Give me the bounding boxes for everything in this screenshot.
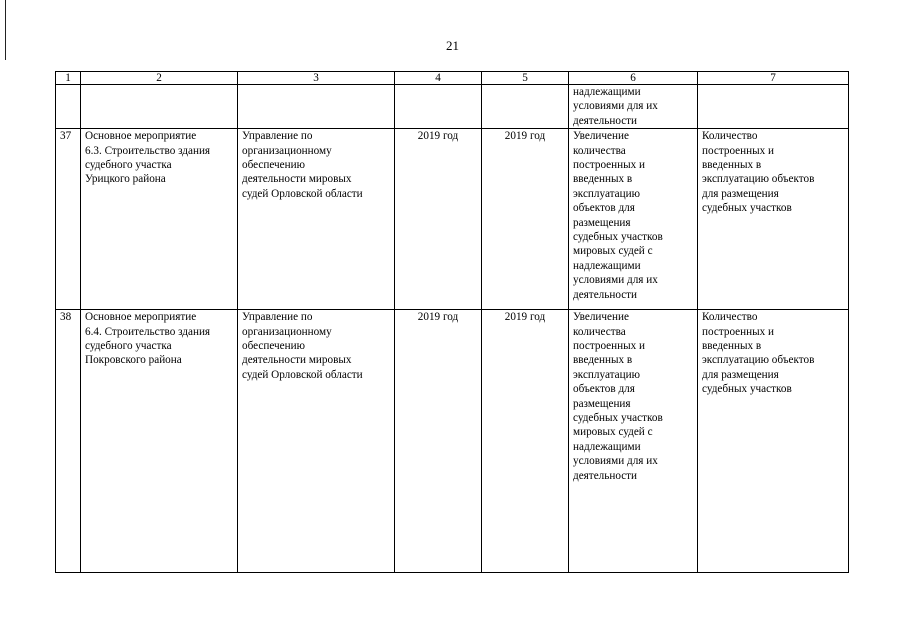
executor-cell: Управление по организационному обеспечению деятельности мировых судей Орловской области [238,310,395,573]
executor-cell: Управление по организационному обеспечению деятельности мировых судей Орловской области [238,129,395,310]
event-cell: Основное мероприятие 6.4. Строительство здания судебного участка Покровского района [81,310,238,573]
header-cell: 1 [56,72,81,85]
header-cell: 4 [395,72,482,85]
row-number-cell: 37 [56,129,81,310]
table-cell [698,85,849,129]
end-date-cell: 2019 год [482,310,569,573]
table-cell [81,85,238,129]
table-row-continuation [56,85,849,129]
table-row [56,310,849,573]
header-cell: 7 [698,72,849,85]
result-cell: Увеличение количества построенных и введенных в эксплуатацию объектов для размещения судебных участков мировых судей с надлежащими условиями для их деятельности [569,129,698,310]
result-cell: Увеличение количества построенных и введенных в эксплуатацию объектов для размещения судебных участков мировых судей с надлежащими условиями для их деятельности [569,310,698,573]
header-cell: 5 [482,72,569,85]
start-date-cell: 2019 год [395,129,482,310]
table-header-row [56,72,849,85]
table-cell [56,85,81,129]
indicator-cell: Количество построенных и введенных в эксплуатацию объектов для размещения судебных участков [698,129,849,310]
indicator-cell: Количество построенных и введенных в эксплуатацию объектов для размещения судебных участков [698,310,849,573]
page-number: 21 [446,38,459,53]
row-number-cell: 38 [56,310,81,573]
event-cell: Основное мероприятие 6.3. Строительство здания судебного участка Урицкого района [81,129,238,310]
start-date-cell: 2019 год [395,310,482,573]
header-cell: 6 [569,72,698,85]
header-cell: 2 [81,72,238,85]
table-cell [238,85,395,129]
table-row [56,129,849,310]
result-cell: надлежащими условиями для их деятельности [569,85,698,129]
program-events-table [55,71,849,573]
table-cell [395,85,482,129]
end-date-cell: 2019 год [482,129,569,310]
header-cell: 3 [238,72,395,85]
table-cell [482,85,569,129]
